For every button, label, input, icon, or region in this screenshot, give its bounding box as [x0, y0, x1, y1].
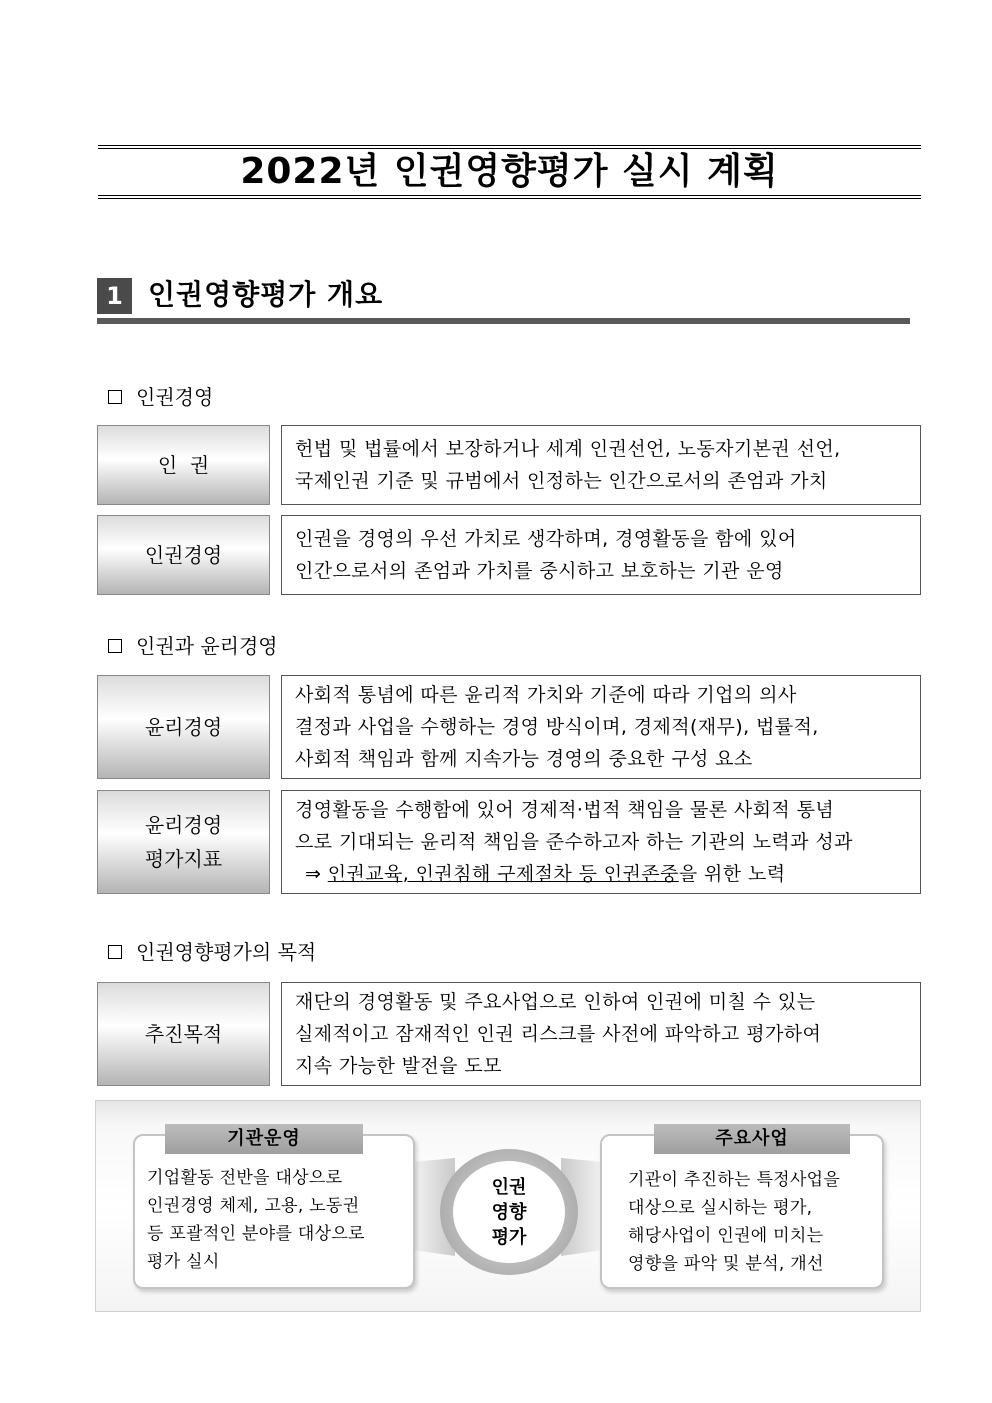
- label-text: 윤리경영: [144, 715, 223, 739]
- label-text: 윤리경영: [144, 813, 223, 837]
- center-label: 인권: [491, 1176, 527, 1198]
- content-line: 결정과 사업을 수행하는 경영 방식이며, 경제적(재무), 법률적,: [295, 716, 819, 738]
- subheading-text: 인권경영: [136, 385, 214, 409]
- content-line: 사회적 통념에 따른 윤리적 가치와 기준에 따라 기업의 의사: [295, 684, 797, 706]
- content-line: 국제인권 기준 및 규범에서 인정하는 인간으로서의 존엄과 가치: [295, 470, 828, 492]
- title-rule-bottom-inner: [98, 198, 921, 199]
- label-text: 인 권: [157, 453, 210, 477]
- card-line: 등 포괄적인 분야를 대상으로: [147, 1224, 365, 1244]
- label-text: 추진목적: [144, 1022, 223, 1046]
- title-rule-top-inner: [98, 148, 921, 149]
- content-ethics-management: [281, 675, 921, 779]
- subheading-ethics-management: [108, 631, 278, 661]
- content-human-rights: [281, 425, 921, 505]
- card-major-projects: [600, 1134, 884, 1289]
- content-line: 헌법 및 법률에서 보장하거나 세계 인권선언, 노동자기본권 선언,: [295, 438, 841, 460]
- card-line: 기업활동 전반을 대상으로: [147, 1168, 343, 1188]
- center-circle: [453, 1161, 565, 1263]
- card-line: 영향을 파악 및 분석, 개선: [628, 1254, 824, 1274]
- title-rule-top: [98, 145, 921, 146]
- center-label: 평가: [491, 1226, 527, 1248]
- label-human-rights: [97, 425, 270, 505]
- card-line: 인권경영 체제, 고용, 노동권: [147, 1196, 360, 1216]
- checkbox-square-icon: [108, 945, 122, 959]
- subheading-text: 인권과 윤리경영: [136, 634, 278, 658]
- section-number: 1: [97, 278, 132, 314]
- card-line: 평가 실시: [147, 1252, 220, 1272]
- center-label: 영향: [491, 1201, 527, 1223]
- label-text: 인권경영: [144, 543, 223, 567]
- section-divider: [97, 318, 910, 324]
- content-ethics-evaluation-index: [281, 790, 921, 894]
- subheading-assessment-purpose: [108, 937, 316, 967]
- page-title: 2022년 인권영향평가 실시 계획: [240, 151, 779, 192]
- content-tail: 을 위한 노력: [678, 863, 786, 885]
- title-rule-bottom: [98, 195, 921, 196]
- content-line: 인권을 경영의 우선 가치로 생각하며, 경영활동을 함에 있어: [295, 528, 797, 550]
- tab-major-projects: 주요사업: [654, 1124, 850, 1154]
- label-ethics-management: [97, 675, 270, 779]
- subheading-human-rights-management: [108, 382, 213, 412]
- content-arrow-line: [295, 858, 908, 890]
- section-title: 인권영향평가 개요: [148, 278, 384, 311]
- content-line: 지속 가능한 발전을 도모: [295, 1055, 502, 1077]
- content-line: 실제적이고 잠재적인 인권 리스크를 사전에 파악하고 평가하여: [295, 1023, 822, 1045]
- content-line: 경영활동을 수행함에 있어 경제적·법적 책임을 물론 사회적 통념: [295, 799, 835, 821]
- label-ethics-evaluation-index: [97, 790, 270, 894]
- card-line: 기관이 추진하는 특정사업을: [628, 1170, 841, 1190]
- tab-institution-operation: 기관운영: [165, 1124, 363, 1154]
- underlined-emphasis: 인권교육, 인권침해 구제절차 등 인권존중: [327, 863, 679, 885]
- right-arrow-icon: ⇒: [305, 863, 322, 885]
- content-purpose: [281, 982, 921, 1086]
- checkbox-square-icon: [108, 390, 122, 404]
- content-line: 인간으로서의 존엄과 가치를 중시하고 보호하는 기관 운영: [295, 560, 784, 582]
- content-line: 재단의 경영활동 및 주요사업으로 인하여 인권에 미칠 수 있는: [295, 991, 816, 1013]
- checkbox-square-icon: [108, 639, 122, 653]
- label-human-rights-management: [97, 515, 270, 595]
- content-line: 으로 기대되는 윤리적 책임을 준수하고자 하는 기관의 노력과 성과: [295, 831, 853, 853]
- content-line: 사회적 책임과 함께 지속가능 경영의 중요한 구성 요소: [295, 748, 753, 770]
- card-line: 대상으로 실시하는 평가,: [628, 1198, 813, 1218]
- subheading-text: 인권영향평가의 목적: [136, 940, 317, 964]
- label-purpose: [97, 982, 270, 1086]
- label-text: 평가지표: [144, 847, 223, 871]
- content-human-rights-management: [281, 515, 921, 595]
- card-line: 해당사업이 인권에 미치는: [628, 1226, 824, 1246]
- card-institution-operation: [133, 1134, 415, 1289]
